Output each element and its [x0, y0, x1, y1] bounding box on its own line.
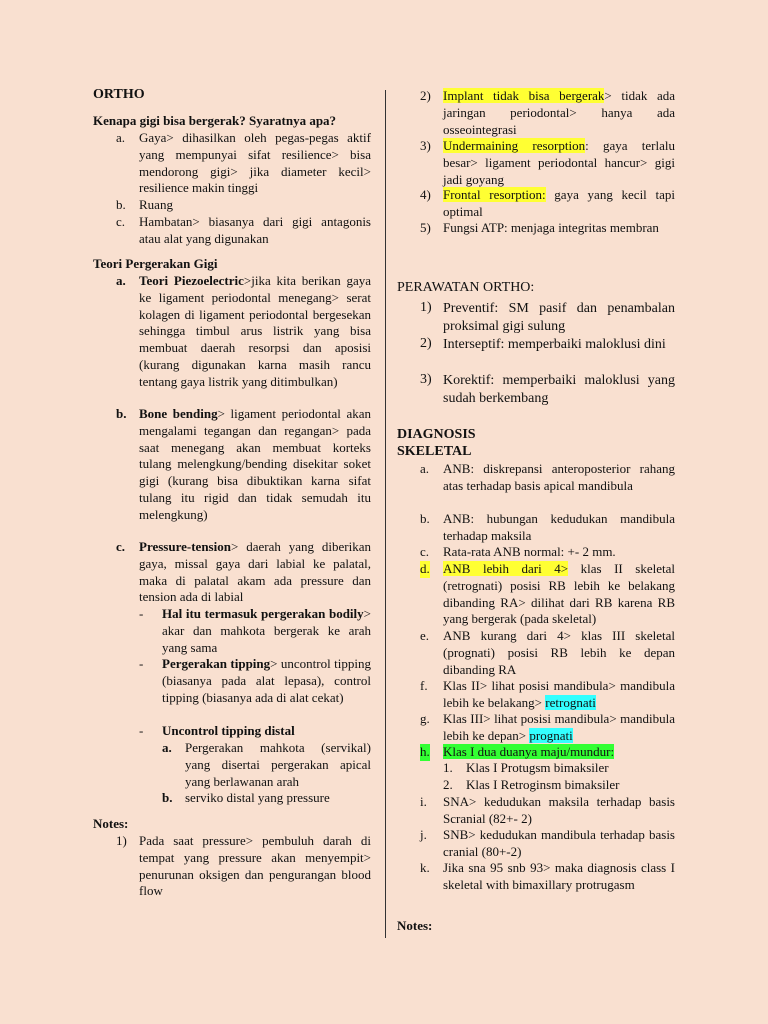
question-heading: Kenapa gigi bisa bergerak? Syaratnya apa?: [93, 113, 337, 128]
list-item: Uncontrol tipping distal: [162, 723, 295, 738]
list-marker: -: [139, 723, 144, 738]
list-item: [443, 711, 675, 745]
list-item: SNA> kedudukan maksila terhadap basis Scranial (82+- 2): [443, 794, 675, 826]
list-marker: 4): [420, 187, 431, 202]
list-marker: 3): [420, 138, 431, 153]
highlighted-term: Implant tidak bisa bergerak: [443, 88, 605, 103]
list-item: [139, 539, 371, 606]
list-item: SNB> kedudukan mandibula terhadap basis cranial (80+-2): [443, 827, 675, 859]
list-marker: a.: [116, 273, 126, 288]
term-label: Pressure-tension: [139, 539, 231, 554]
list-item: [443, 744, 675, 761]
term-text: klas II skeletal (retrognati) posisi RB lebih ke belakang dibanding RA> dilihat dari RB karena RB yang bergerak (pada skeletal): [443, 561, 675, 627]
list-item: Ruang: [139, 197, 173, 212]
list-item: Rata-rata ANB normal: +- 2 mm.: [443, 544, 616, 559]
list-marker: -: [139, 606, 144, 621]
list-item: [139, 273, 371, 391]
column-divider: [385, 90, 386, 938]
list-marker: k.: [420, 860, 430, 875]
notes-heading: Notes:: [93, 816, 129, 831]
list-marker: 1.: [443, 760, 453, 775]
term-text: > uncontrol tipping (biasanya pada alat lepasa), control tipping (biasanya ada di alat cekat): [162, 656, 371, 705]
list-item: Pada saat pressure> pembuluh darah di tempat yang pressure akan menyempit> penurunan oksigen dan pengurangan blood flow: [139, 833, 371, 899]
list-marker: d.: [420, 561, 430, 576]
section-heading: PERAWATAN ORTHO:: [397, 280, 535, 295]
list-item: Hambatan> biasanya dari gigi antagonis atau alat yang digunakan: [139, 214, 371, 246]
list-marker: e.: [420, 628, 430, 643]
list-item: ANB kurang dari 4> klas III skeletal (prognati) posisi RB lebih ke depan dibanding RA: [443, 628, 675, 677]
list-marker: -: [139, 656, 144, 671]
list-marker: g.: [420, 711, 430, 726]
list-item: Jika sna 95 snb 93> maka diagnosis class I skeletal with bimaxillary protrugasm: [443, 860, 675, 892]
term-text: Klas II> lihat posisi mandibula> mandibula lebih ke belakang>: [443, 678, 675, 710]
list-item: ANB: hubungan kedudukan mandibula terhadap maksila: [443, 511, 675, 543]
list-item: Pergerakan mahkota (servikal) yang disertai pergerakan apical yang berlawanan arah: [185, 740, 371, 789]
list-item: [443, 678, 675, 712]
section-heading: DIAGNOSIS: [397, 427, 476, 442]
list-marker: 2): [420, 336, 432, 351]
list-item: serviko distal yang pressure: [185, 790, 330, 805]
highlighted-term: Undermaining resorption: [443, 138, 586, 153]
list-marker: a.: [420, 461, 430, 476]
highlighted-term: retrognati: [545, 694, 596, 710]
section-subheading: SKELETAL: [397, 444, 472, 459]
list-item: [162, 606, 371, 656]
highlighted-term: prognati: [529, 727, 573, 743]
list-item: Klas I Protugsm bimaksiler: [466, 760, 609, 775]
list-marker: 1): [116, 833, 127, 848]
list-marker: c.: [116, 539, 126, 554]
list-item: ANB: diskrepansi anteroposterior rahang atas terhadap basis apical mandibula: [443, 461, 675, 493]
term-text: gaya yang kecil tapi optimal: [443, 187, 675, 219]
list-item: Klas I Retroginsm bimaksiler: [466, 777, 620, 792]
list-item: Gaya> dihasilkan oleh pegas-pegas aktif yang mempunyai sifat resilience> bisa mendorong gigi> jika diameter kecil> resilience makin tinggi: [139, 130, 371, 196]
list-marker: 1): [420, 300, 432, 315]
highlighted-term: Klas I dua duanya maju/mundur:: [443, 744, 615, 759]
list-item: Korektif: memperbaiki maloklusi yang sudah berkembang: [443, 373, 675, 406]
term-label: Teori Piezoelectric: [139, 273, 244, 288]
list-marker: 5): [420, 220, 431, 235]
term-text: > ligament periodontal akan mengalami tegangan dan regangan> pada saat menegang akan membuat korteks tulang melengkung/bending disekitar soket gigi (kurang bisa dibuktikan karna sifat tulang itu rigid dan tidak semudah itu melengkung): [139, 406, 371, 522]
term-text: > akar dan mahkota bergerak ke arah yang sama: [162, 606, 371, 655]
term-text: >jika kita berikan gaya ke ligament periodontal menegang> serat kolagen di ligament periodontal bergesekan sehingga timbul arus listrik yang bisa membuat daerah resorpsi dan aposisi (kurang digunakan karna masih rancu tentang gaya listrik yang ditimbulkan): [139, 273, 372, 389]
term-text: > daerah yang diberikan gaya, missal gaya dari labial ke palatal, maka di palatal akam ada pressure dan tension ada di labial: [139, 539, 371, 605]
list-item: [443, 187, 675, 221]
list-marker: a.: [162, 740, 172, 755]
list-item: Preventif: SM pasif dan penambalan proksimal gigi sulung: [443, 301, 675, 334]
highlighted-term: ANB lebih dari 4>: [443, 561, 569, 576]
list-marker: h.: [420, 744, 430, 759]
term-label: Pergerakan tipping: [162, 656, 271, 671]
highlighted-term: Frontal resorption:: [443, 187, 546, 202]
term-label: Bone bending: [139, 406, 218, 421]
list-item: [139, 406, 371, 524]
list-marker: 2.: [443, 777, 453, 792]
list-item: [443, 138, 675, 188]
list-marker: i.: [420, 794, 427, 809]
term-text: : gaya terlalu besar> ligament periodontal hancur> gigi jadi goyang: [443, 138, 676, 187]
list-marker: f.: [420, 678, 428, 693]
list-item: Interseptif: memperbaiki maloklusi dini: [443, 337, 666, 352]
section-heading: Teori Pergerakan Gigi: [93, 256, 218, 271]
term-text: > tidak ada jaringan periodontal> hanya ada osseointegrasi: [443, 88, 675, 137]
list-item: [443, 561, 675, 628]
term-label: Hal itu termasuk pergerakan bodily: [162, 606, 364, 621]
list-item: Fungsi ATP: menjaga integritas membran: [443, 220, 659, 235]
page-title: ORTHO: [93, 87, 145, 102]
list-marker: b.: [116, 406, 127, 421]
term-text: Klas III> lihat posisi mandibula> mandibula lebih ke depan>: [443, 711, 675, 743]
list-marker: 3): [420, 372, 432, 387]
list-marker: b.: [162, 790, 173, 805]
list-marker: c.: [420, 544, 430, 559]
list-item: [443, 88, 675, 138]
list-marker: a.: [116, 130, 126, 145]
list-marker: j.: [420, 827, 427, 842]
notes-heading: Notes:: [397, 918, 433, 933]
list-marker: c.: [116, 214, 126, 229]
list-marker: 2): [420, 88, 431, 103]
list-marker: b.: [420, 511, 430, 526]
list-marker: b.: [116, 197, 126, 212]
list-item: [162, 656, 371, 706]
